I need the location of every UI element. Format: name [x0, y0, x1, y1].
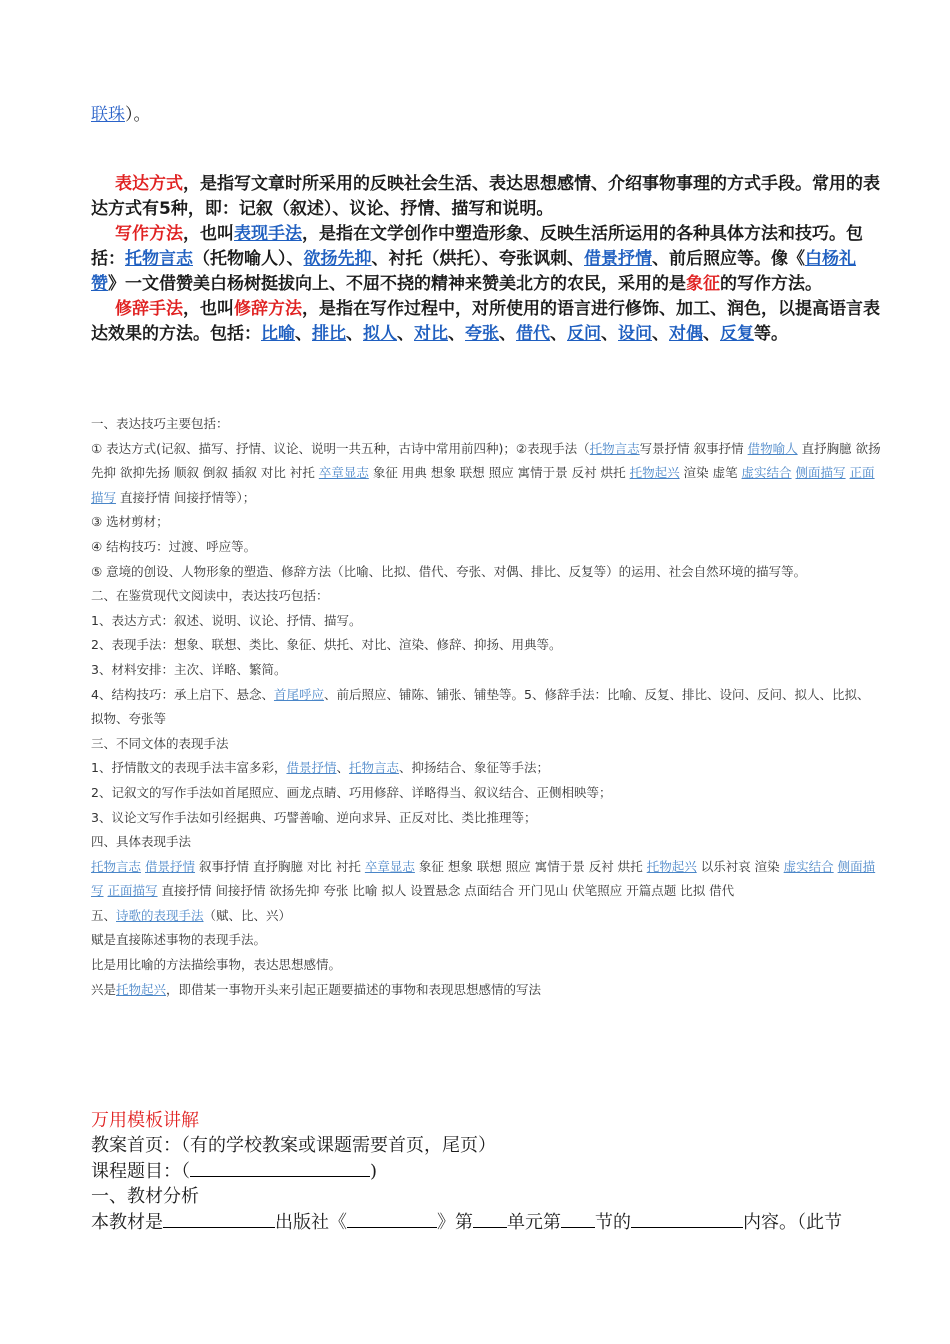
- blank-unit[interactable]: [473, 1209, 507, 1228]
- para-expression-mode: [91, 172, 881, 222]
- txt: 写景抒情 叙事抒情: [639, 440, 748, 456]
- link-lianzhu[interactable]: 联珠: [91, 105, 125, 125]
- para2-t7: 的写作方法。: [720, 274, 822, 294]
- txt: 渲染 虚笔: [679, 465, 742, 481]
- para2-t1: ，也叫: [183, 224, 234, 244]
- list-item-specific: [91, 855, 881, 904]
- link-tuowuqixing-3[interactable]: 托物起兴: [116, 981, 167, 997]
- list-heading-5: [91, 904, 881, 929]
- sep: 、: [448, 324, 465, 344]
- blank-content[interactable]: [631, 1209, 743, 1228]
- link-shouwei[interactable]: 首尾呼应: [273, 686, 324, 702]
- link-cemian-2[interactable]: 侧面描写: [91, 858, 876, 899]
- para1-text: ，是指写文章时所采用的反映社会生活、表达思想感情、介绍事物事理的方式手段。常用的表达方式有5种，即：记叙（叙述）、议论、抒情、描写和说明。: [91, 174, 880, 219]
- link-shige[interactable]: 诗歌的表现手法: [116, 907, 204, 923]
- techniques-list: [91, 412, 881, 1002]
- link-biaoxian[interactable]: 表现手法: [234, 224, 302, 244]
- txt: 象征 想象 联想 照应 寓情于景 反衬 烘托: [414, 858, 647, 874]
- para2-t4: 、衬托（烘托）、夸张讽刺、: [371, 249, 584, 269]
- term-expression-mode: 表达方式: [115, 174, 183, 194]
- definitions-block: [91, 172, 881, 347]
- txt: 、前后照应、铺陈、铺张、铺垫等。5、修辞手法：比喻、反复、排比、设问、反问、拟人、比拟、拟物、夸张等: [91, 686, 870, 727]
- para2-t5: 、前后照应等。像《: [652, 249, 805, 269]
- link-tuowuyanzhi[interactable]: 托物言志: [589, 440, 640, 456]
- sep: 、: [397, 324, 414, 344]
- txt: 五、: [91, 907, 117, 923]
- list-item-expression: [91, 437, 881, 511]
- template-section: [91, 1108, 881, 1235]
- txt: 》第: [437, 1212, 473, 1233]
- list-item: 3、议论文写作手法如引经据典、巧譬善喻、逆向求异、正反对比、类比推理等；: [91, 809, 537, 825]
- link-kuazhang[interactable]: 夸张: [465, 324, 499, 344]
- link-biyu[interactable]: 比喻: [261, 324, 295, 344]
- link-tuowuqixing[interactable]: 托物起兴: [629, 465, 680, 481]
- list-heading-1: 一、表达技巧主要包括：: [91, 416, 229, 431]
- list-item: [91, 978, 881, 1003]
- txt: 兴是: [91, 981, 117, 997]
- para-rhetoric: [91, 297, 881, 347]
- term-rhetoric-method: 修辞方法: [234, 299, 302, 319]
- link-jiewuyuren[interactable]: 借物喻人: [747, 440, 798, 456]
- list-item: 2、表现手法：想象、联想、类比、象征、烘托、对比、渲染、修辞、抑扬、用典等。: [91, 637, 562, 653]
- sep: 、: [652, 324, 669, 344]
- sep: 、: [550, 324, 567, 344]
- list-heading-2: 二、在鉴赏现代文阅读中，表达技巧包括：: [91, 588, 329, 604]
- list-item: ④ 结构技巧：过渡、呼应等。: [91, 538, 257, 554]
- term-rhetoric: 修辞手法: [115, 299, 183, 319]
- txt: （赋、比、兴）: [203, 907, 292, 923]
- blank-section[interactable]: [561, 1209, 595, 1228]
- term-symbol: 象征: [686, 274, 720, 294]
- para3-tail: 等。: [754, 324, 788, 344]
- txt: ，即借某一事物开头来引起正题要描述的事物和表现思想感情的写法: [166, 981, 542, 997]
- link-zhengmian[interactable]: 正面描写: [91, 465, 875, 505]
- textbook-line: [91, 1209, 881, 1235]
- sep: 、: [703, 324, 720, 344]
- top-tail: ）。: [125, 105, 151, 125]
- link-jiejingshuqing-2[interactable]: 借景抒情: [145, 858, 196, 874]
- link-duibi[interactable]: 对比: [414, 324, 448, 344]
- top-line: [91, 100, 950, 125]
- sep: 、: [499, 324, 516, 344]
- lesson-topic: [91, 1158, 881, 1184]
- section-heading: 一、教材分析: [91, 1186, 199, 1207]
- link-yuyang[interactable]: 欲扬先抑: [303, 249, 372, 269]
- link-jiedai[interactable]: 借代: [516, 324, 550, 344]
- txt: ① 表达方式(记叙、描写、抒情、议论、说明一共五种，古诗中常用前四种)；②表现手法（: [91, 440, 590, 456]
- txt: 以乐衬哀 渲染: [696, 858, 784, 874]
- list-item: 3、材料安排：主次、详略、繁简。: [91, 661, 287, 677]
- list-item: ⑤ 意境的创设、人物形象的塑造、修辞方法（比喻、比拟、借代、夸张、对偶、排比、反复等）的运用、社会自然环境的描写等。: [91, 563, 807, 579]
- link-zuzhang[interactable]: 卒章显志: [318, 465, 369, 481]
- txt: 课程题目：（: [91, 1161, 190, 1182]
- link-tuowu[interactable]: 托物言志: [125, 249, 193, 269]
- para2-t2: ，是指在文学创作中塑造形象、反映生活所运用的各种具体方法和技巧。包括：: [91, 224, 863, 269]
- section-title: 万用模板讲解: [91, 1110, 199, 1131]
- txt: 内容。（此节: [743, 1212, 842, 1233]
- list-item: 2、记叙文的写作手法如首尾照应、画龙点睛、巧用修辞、详略得当、叙议结合、正侧相映等；: [91, 784, 612, 800]
- txt: 单元第: [507, 1212, 561, 1233]
- list-item: [91, 756, 881, 781]
- para3-t2: ，是指在写作过程中，对所使用的语言进行修饰、加工、润色，以提高语言表达效果的方法。包括：: [91, 299, 880, 344]
- list-item: 1、表达方式：叙述、说明、议论、抒情、描写。: [91, 612, 362, 628]
- link-fanfu[interactable]: 反复: [720, 324, 754, 344]
- link-tuowuqixing-2[interactable]: 托物起兴: [646, 858, 697, 874]
- link-jiejingshuqing[interactable]: 借景抒情: [286, 760, 337, 776]
- txt: 、: [336, 760, 349, 776]
- list-item: [91, 683, 881, 732]
- list-heading-4: 四、具体表现手法: [91, 834, 192, 850]
- link-jiejing[interactable]: 借景抒情: [584, 249, 652, 269]
- link-cemian[interactable]: 侧面描写: [795, 465, 846, 481]
- list-heading-3: 三、不同文体的表现手法: [91, 735, 229, 751]
- para-writing-method: [91, 222, 881, 297]
- link-xushi-2[interactable]: 虚实结合: [783, 858, 834, 874]
- txt: 直抒胸臆 欲扬先抑 欲抑先扬 顺叙 倒叙 插叙 对比 衬托: [91, 440, 881, 481]
- link-baiyang[interactable]: 白杨礼赞: [91, 249, 856, 294]
- para2-t6: 》一文借赞美白杨树挺拔向上、不屈不挠的精神来赞美北方的农民，采用的是: [108, 274, 686, 294]
- link-fanwen[interactable]: 反问: [567, 324, 601, 344]
- txt: 4、结构技巧：承上启下、悬念、: [91, 686, 274, 702]
- link-paibi[interactable]: 排比: [312, 324, 346, 344]
- txt: 象征 用典 想象 联想 照应 寓情于景 反衬 烘托: [368, 465, 630, 481]
- list-item: 比是用比喻的方法描绘事物，表达思想感情。: [91, 957, 342, 973]
- para2-t3: （托物喻人）、: [193, 249, 304, 269]
- link-niren[interactable]: 拟人: [363, 324, 397, 344]
- txt: 叙事抒情 直抒胸臆 对比 衬托: [195, 858, 365, 874]
- link-zhengmian-2[interactable]: 正面描写: [107, 883, 158, 899]
- txt: 1、抒情散文的表现手法丰富多彩，: [91, 760, 287, 776]
- blank-book[interactable]: [347, 1209, 437, 1228]
- list-item: ③ 选材剪材；: [91, 514, 169, 530]
- link-zuzhang-2[interactable]: 卒章显志: [364, 858, 415, 874]
- sep: 、: [295, 324, 312, 344]
- txt: 本教材是: [91, 1212, 163, 1233]
- txt: 出版社《: [275, 1212, 347, 1233]
- link-xushi[interactable]: 虚实结合: [741, 465, 792, 481]
- link-duiou[interactable]: 对偶: [669, 324, 703, 344]
- sep: 、: [601, 324, 618, 344]
- blank-publisher[interactable]: [163, 1209, 275, 1228]
- txt: 、抑扬结合、象征等手法；: [399, 760, 550, 776]
- sep: 、: [346, 324, 363, 344]
- txt: 直接抒情 间接抒情 欲扬先抑 夸张 比喻 拟人 设置悬念 点面结合 开门见山 伏笔照应 开篇点题 比拟 借代: [157, 883, 735, 899]
- link-tuowuyanzhi-3[interactable]: 托物言志: [91, 858, 142, 874]
- txt: ): [370, 1161, 378, 1182]
- link-tuowuyanzhi-2[interactable]: 托物言志: [349, 760, 400, 776]
- para3-t1: ，也叫: [183, 299, 234, 319]
- txt: 直接抒情 间接抒情等）；: [116, 489, 256, 505]
- txt: 节的: [595, 1212, 631, 1233]
- term-writing-method: 写作方法: [115, 224, 183, 244]
- blank-topic[interactable]: [190, 1158, 370, 1177]
- link-shewen[interactable]: 设问: [618, 324, 652, 344]
- lesson-cover: 教案首页：（有的学校教案或课题需要首页，尾页）: [91, 1135, 496, 1156]
- list-item: 赋是直接陈述事物的表现手法。: [91, 932, 267, 948]
